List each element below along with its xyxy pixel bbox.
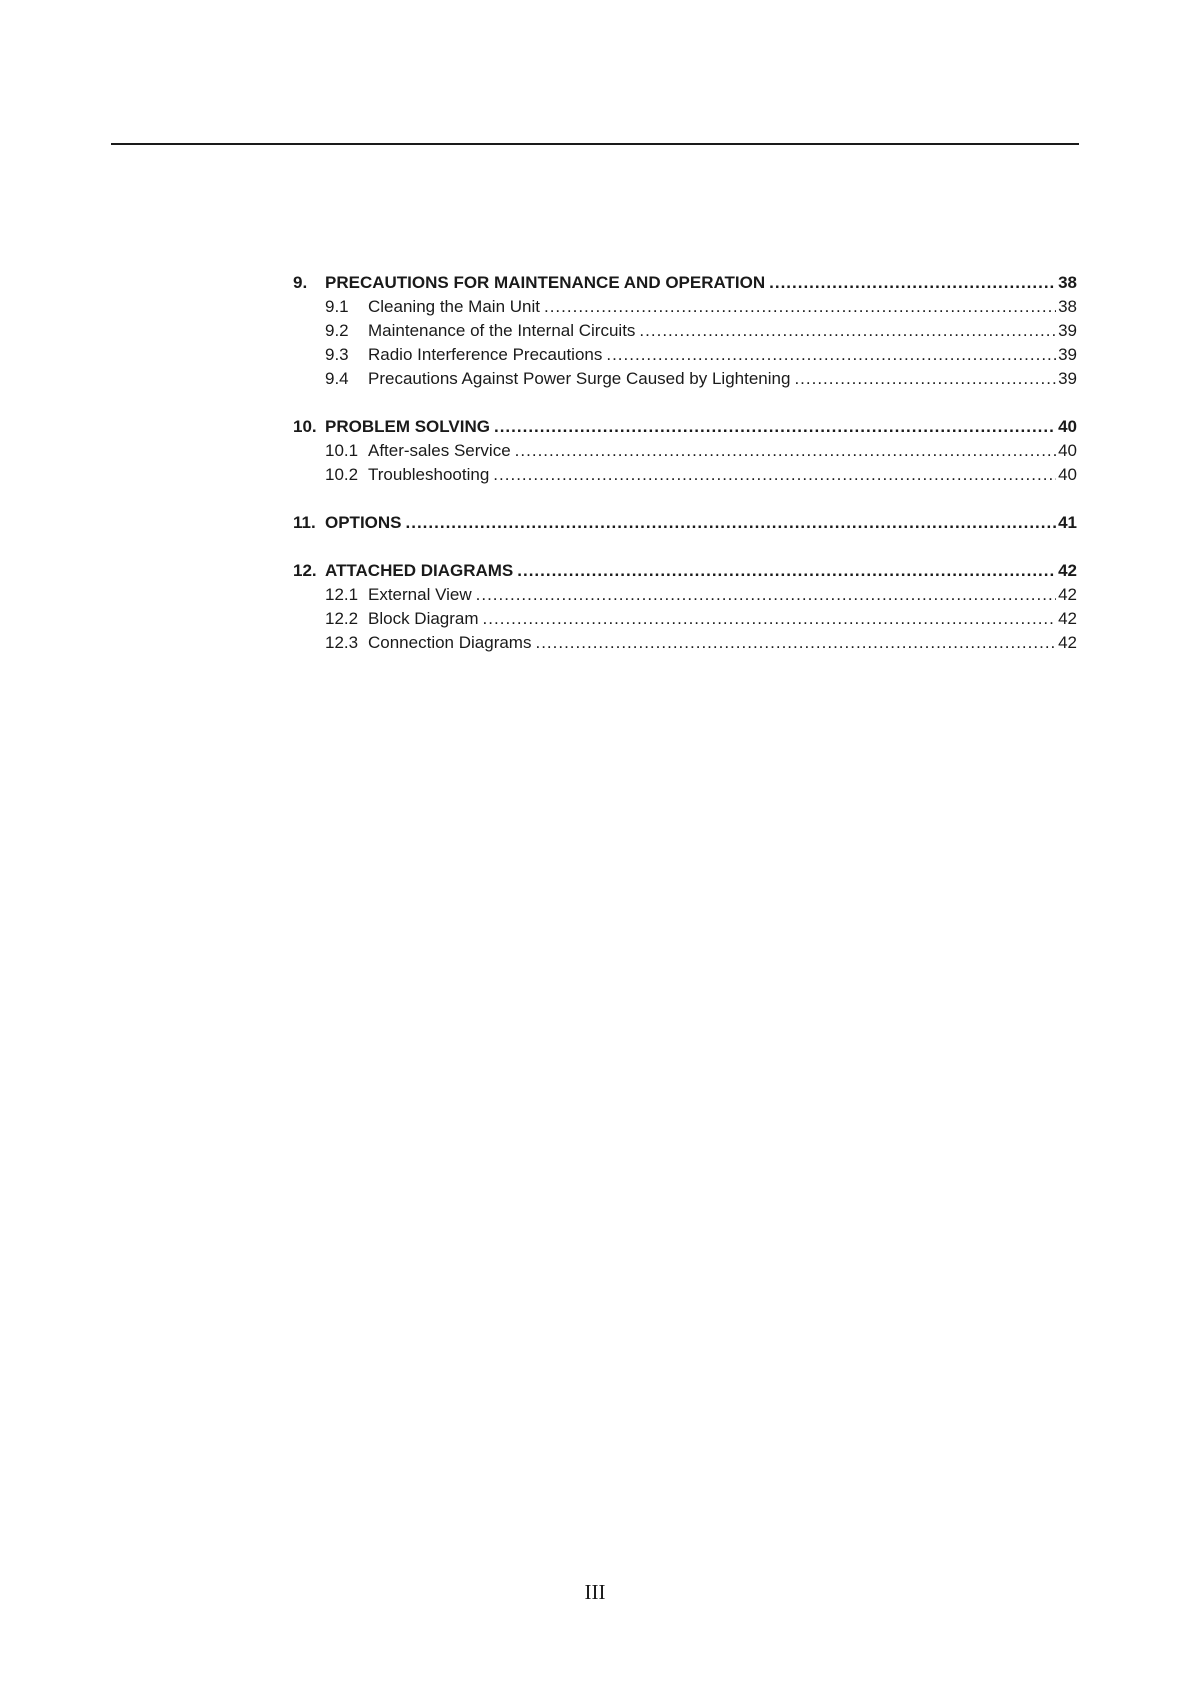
- toc-subentry-page: 39: [1058, 345, 1077, 364]
- toc-subentry-title: Connection Diagrams: [368, 633, 532, 652]
- toc-entry-number: 12.: [293, 561, 317, 580]
- toc-entry-page: 38: [1058, 273, 1077, 292]
- toc-subentry[interactable]: [293, 607, 1077, 631]
- dot-leader: [794, 367, 1056, 391]
- page-number: III: [584, 1580, 606, 1604]
- toc-subentry-title: Maintenance of the Internal Circuits: [368, 321, 636, 340]
- header-rule: [111, 143, 1079, 145]
- toc-subentry[interactable]: [293, 463, 1077, 487]
- toc-subentry[interactable]: [293, 583, 1077, 607]
- toc-subentry-title: Precautions Against Power Surge Caused by Lightening: [368, 369, 791, 388]
- toc-subentry-page: 38: [1058, 297, 1077, 316]
- toc-entry-page: 42: [1058, 561, 1077, 580]
- toc-entry[interactable]: [293, 415, 1077, 439]
- toc-subentry-page: 39: [1058, 321, 1077, 340]
- toc-entry-number: 9.: [293, 273, 308, 292]
- toc-subentry-title: Radio Interference Precautions: [368, 345, 603, 364]
- toc-entry-title: PROBLEM SOLVING: [325, 417, 490, 436]
- dot-leader: [769, 271, 1056, 295]
- toc-entry[interactable]: [293, 559, 1077, 583]
- toc-subentry-page: 39: [1058, 369, 1077, 388]
- toc-subentry-title: After-sales Service: [368, 441, 511, 460]
- toc-entry-number: 11.: [293, 513, 316, 532]
- toc-subentry-number: 12.2: [325, 609, 359, 628]
- toc-subentry-title: Block Diagram: [368, 609, 479, 628]
- toc-subentry[interactable]: [293, 631, 1077, 655]
- dot-leader: [517, 559, 1056, 583]
- toc-subentry-number: 9.1: [325, 297, 349, 316]
- table-of-contents: [293, 271, 1077, 679]
- dot-leader: [494, 415, 1056, 439]
- dot-leader: [606, 343, 1056, 367]
- toc-subentry-number: 9.3: [325, 345, 349, 364]
- toc-entry-page: 41: [1058, 513, 1077, 532]
- toc-subentry-page: 42: [1058, 585, 1077, 604]
- toc-subentry[interactable]: [293, 367, 1077, 391]
- toc-subentry-page: 42: [1058, 609, 1077, 628]
- toc-subentry-number: 9.2: [325, 321, 349, 340]
- toc-subentry-title: Troubleshooting: [368, 465, 490, 484]
- toc-subentry-number: 9.4: [325, 369, 349, 388]
- dot-leader: [535, 631, 1056, 655]
- dot-leader: [483, 607, 1057, 631]
- dot-leader: [476, 583, 1056, 607]
- toc-subentry-number: 12.3: [325, 633, 359, 652]
- dot-leader: [544, 295, 1056, 319]
- toc-entry-page: 40: [1058, 417, 1077, 436]
- toc-section-9: [293, 271, 1077, 391]
- toc-subentry-page: 40: [1058, 441, 1077, 460]
- toc-subentry-number: 10.1: [325, 441, 359, 460]
- toc-subentry[interactable]: [293, 439, 1077, 463]
- toc-entry-title: ATTACHED DIAGRAMS: [325, 561, 514, 580]
- toc-entry[interactable]: [293, 511, 1077, 535]
- dot-leader: [515, 439, 1056, 463]
- toc-subentry-title: Cleaning the Main Unit: [368, 297, 540, 316]
- toc-subentry[interactable]: [293, 343, 1077, 367]
- toc-subentry-page: 42: [1058, 633, 1077, 652]
- toc-entry[interactable]: [293, 271, 1077, 295]
- toc-section-11: [293, 511, 1077, 535]
- toc-section-12: [293, 559, 1077, 655]
- toc-entry-title: PRECAUTIONS FOR MAINTENANCE AND OPERATION: [325, 273, 766, 292]
- toc-subentry[interactable]: [293, 295, 1077, 319]
- toc-entry-number: 10.: [293, 417, 317, 436]
- dot-leader: [639, 319, 1056, 343]
- toc-entry-title: OPTIONS: [325, 513, 402, 532]
- dot-leader: [493, 463, 1056, 487]
- toc-subentry-title: External View: [368, 585, 472, 604]
- toc-section-10: [293, 415, 1077, 487]
- toc-subentry-number: 10.2: [325, 465, 359, 484]
- dot-leader: [406, 511, 1057, 535]
- toc-subentry-page: 40: [1058, 465, 1077, 484]
- toc-subentry-number: 12.1: [325, 585, 359, 604]
- toc-subentry[interactable]: [293, 319, 1077, 343]
